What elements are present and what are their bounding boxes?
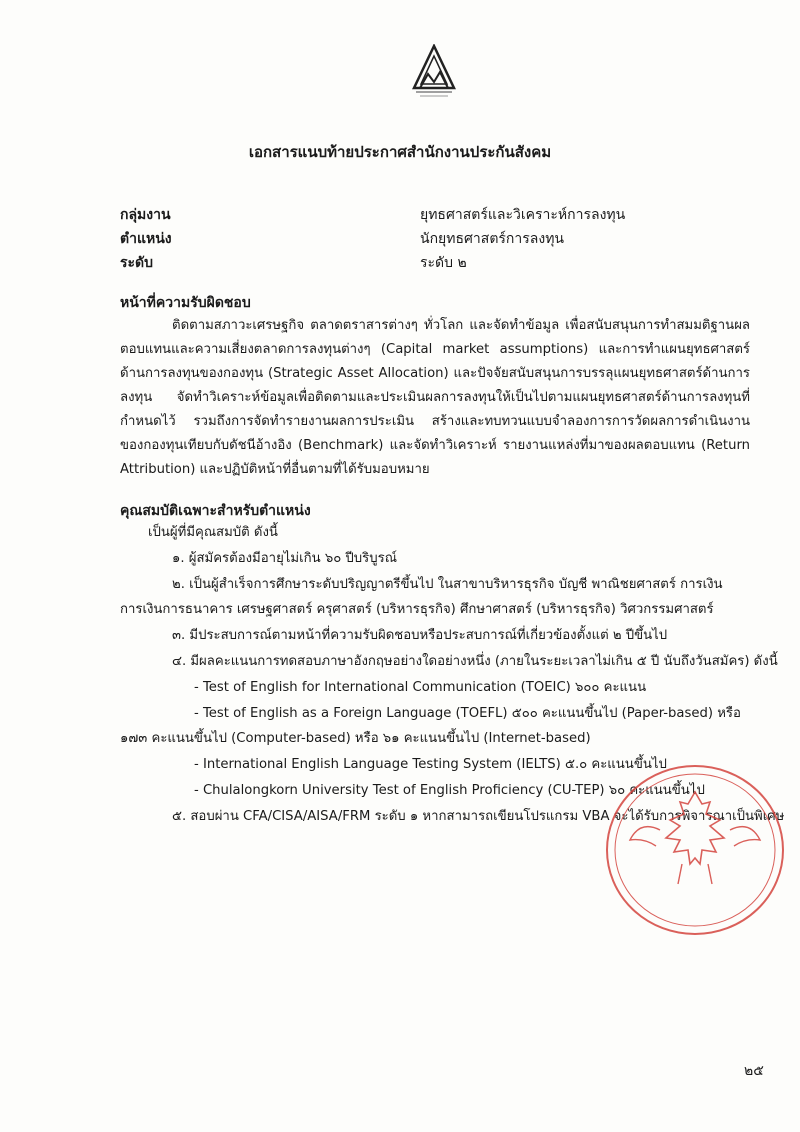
page-number: ๒๕ <box>744 1063 764 1079</box>
qualification-item-4-ielts: - International English Language Testing System (IELTS) ๕.๐ คะแนนขึ้นไป <box>194 757 667 772</box>
qualifications-intro: เป็นผู้ที่มีคุณสมบัติ ดังนี้ <box>148 525 278 540</box>
qualification-item-4-toefl-line-1: - Test of English as a Foreign Language (TOEFL) ๕๐๐ คะแนนขึ้นไป (Paper-based) หรือ <box>194 706 741 721</box>
meta-label-level: ระดับ <box>120 255 154 271</box>
qualification-item-4-toefl-line-2: ๑๗๓ คะแนนขึ้นไป (Computer-based) หรือ ๖๑ คะแนนขึ้นไป (Internet-based) <box>120 731 591 746</box>
qualification-item-4-cutep: - Chulalongkorn University Test of English Proficiency (CU-TEP) ๖๐ คะแนนขึ้นไป <box>194 783 705 798</box>
qualification-item-5: ๕. สอบผ่าน CFA/CISA/AISA/FRM ระดับ ๑ หากสามารถเขียนโปรแกรม VBA จะได้รับการพิจารณาเป็นพิเศษ <box>172 809 785 824</box>
official-seal-stamp <box>600 760 790 940</box>
meta-value-level: ระดับ ๒ <box>420 255 467 271</box>
qualification-item-3: ๓. มีประสบการณ์ตามหน้าที่ความรับผิดชอบหรือประสบการณ์ที่เกี่ยวข้องตั้งแต่ ๒ ปีขึ้นไป <box>172 628 668 643</box>
meta-label-group: กลุ่มงาน <box>120 207 171 223</box>
duties-heading: หน้าที่ความรับผิดชอบ <box>120 295 251 311</box>
qualifications-heading: คุณสมบัติเฉพาะสำหรับตำแหน่ง <box>120 503 311 519</box>
qualification-item-2-line-2: การเงินการธนาคาร เศรษฐศาสตร์ ครุศาสตร์ (บริหารธุรกิจ) ศึกษาศาสตร์ (บริหารธุรกิจ) วิศวกรรมศาสตร์ <box>120 602 714 617</box>
meta-value-group: ยุทธศาสตร์และวิเคราะห์การลงทุน <box>420 207 626 223</box>
qualification-item-1: ๑. ผู้สมัครต้องมีอายุไม่เกิน ๖๐ ปีบริบูรณ์ <box>172 551 397 566</box>
meta-value-position: นักยุทธศาสตร์การลงทุน <box>420 231 564 247</box>
sso-logo-icon <box>410 44 458 104</box>
duties-paragraph: ติดตามสภาวะเศรษฐกิจ ตลาดตราสารต่างๆ ทั่วโลก และจัดทำข้อมูล เพื่อสนับสนุนการทำสมมติฐานผลตอบแทนและความเสี่ยงตลาดการลงทุนต่างๆ (Capital market assumptions) และการทำแผนยุทธศาสตร์ด้านการลงทุนของกองทุน (Strategic Asset Allocation) และปัจจัยสนับสนุนการบรรลุแผนยุทธศาสตร์ด้านการลงทุน จัดทำวิเคราะห์ข้อมูลเพื่อติดตามและประเมินผลการลงทุนให้เป็นไปตามแผนยุทธศาสตร์ด้านการลงทุนที่กำหนดไว้ รวมถึงการจัดทำรายงานผลการประเมิน สร้างและทบทวนแบบจำลองการการวัดผลการดำเนินงานของกองทุนเทียบกับดัชนีอ้างอิง (Benchmark) และจัดทำวิเคราะห์ รายงานแหล่งที่มาของผลตอบแทน (Return Attribution) และปฏิบัติหน้าที่อื่นตามที่ได้รับมอบหมาย <box>120 318 750 477</box>
qualification-item-4-toeic: - Test of English for International Communication (TOEIC) ๖๐๐ คะแนน <box>194 680 647 695</box>
qualification-item-4: ๔. มีผลคะแนนการทดสอบภาษาอังกฤษอย่างใดอย่างหนึ่ง (ภายในระยะเวลาไม่เกิน ๕ ปี นับถึงวันสมัคร) ดังนี้ <box>172 654 778 669</box>
document-title: เอกสารแนบท้ายประกาศสำนักงานประกันสังคม <box>248 143 552 161</box>
meta-label-position: ตำแหน่ง <box>120 231 172 247</box>
qualification-item-2-line-1: ๒. เป็นผู้สำเร็จการศึกษาระดับปริญญาตรีขึ้นไป ในสาขาบริหารธุรกิจ บัญชี พาณิชยศาสตร์ การเงิน <box>172 577 723 592</box>
